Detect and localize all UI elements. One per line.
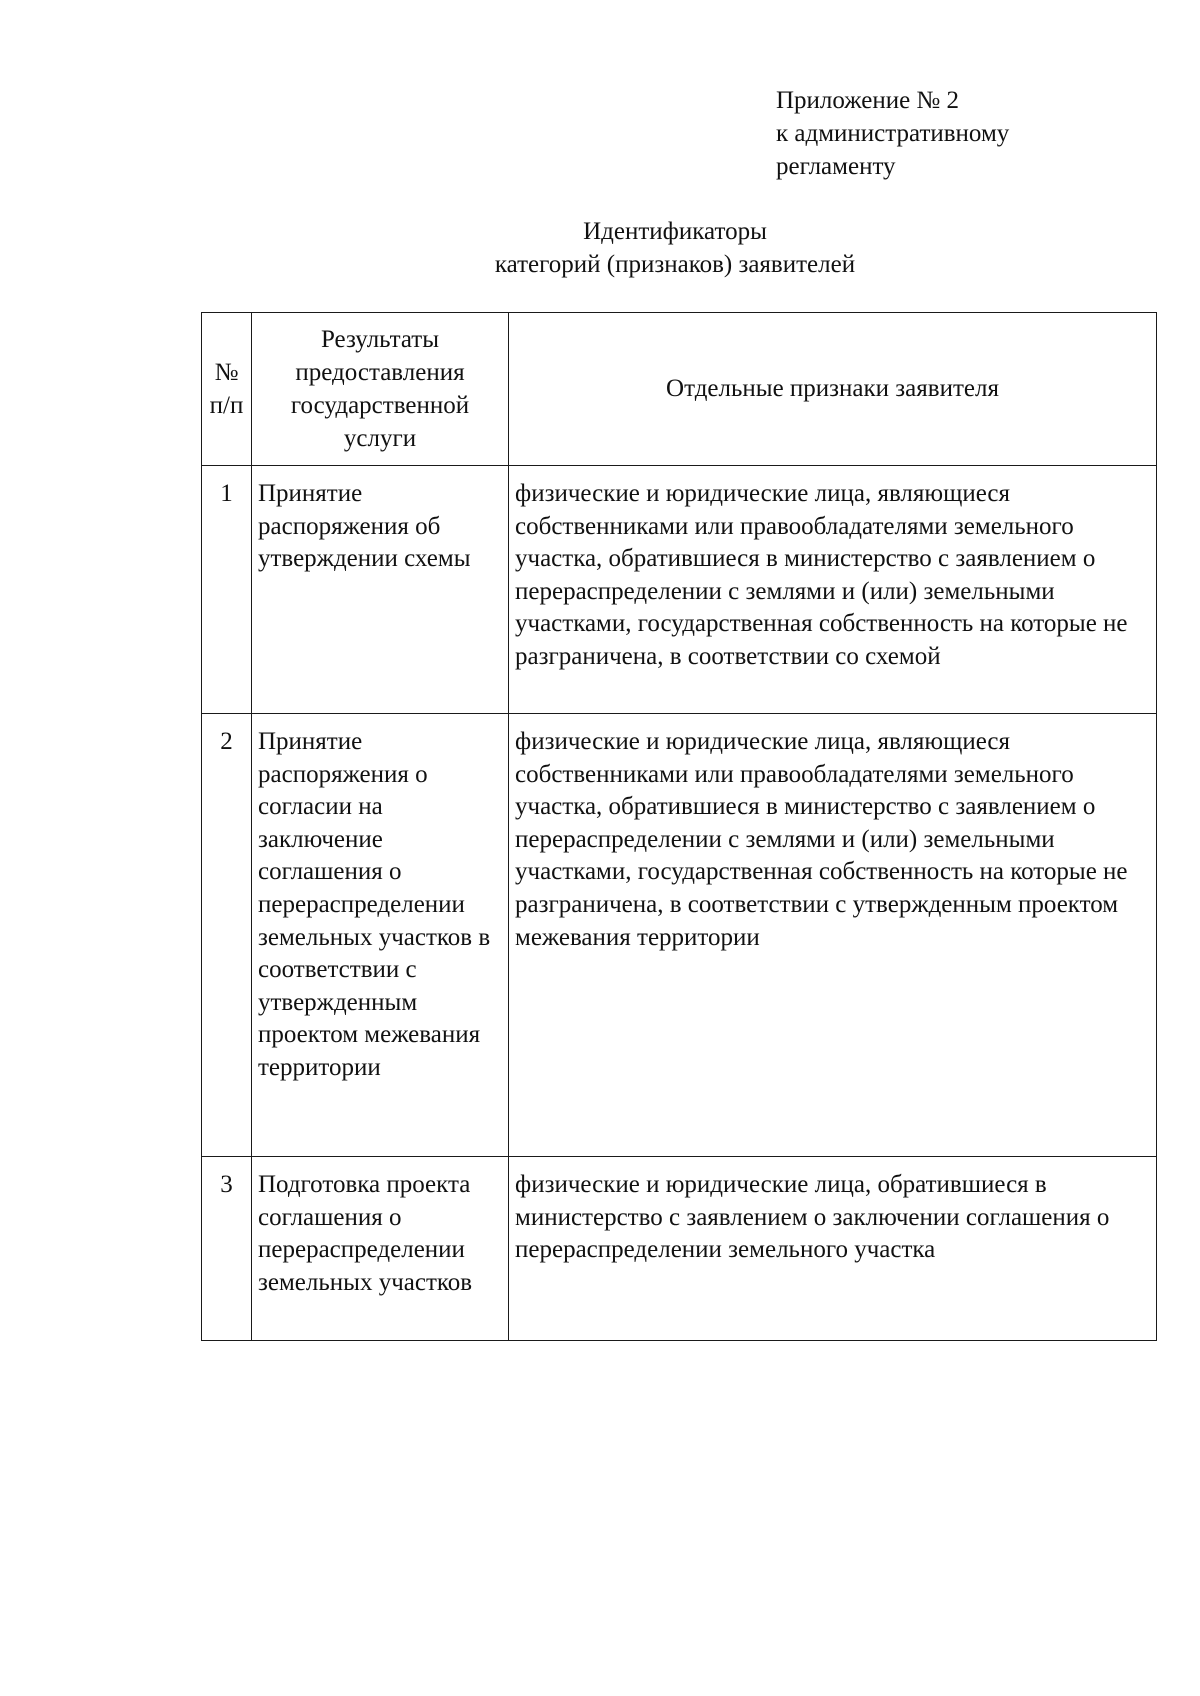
row-number: 3	[202, 1157, 252, 1341]
annex-number: Приложение № 2	[776, 87, 960, 114]
header-results: Результаты предоставления государственной услуги	[252, 313, 509, 466]
header-number-symbol: №	[214, 359, 239, 386]
annex-target-line: к административному	[776, 120, 1010, 147]
title-line: Идентификаторы	[583, 218, 767, 245]
row-signs: физические и юридические лица, являющиеся собственниками или правообладателями земельного участка, обратившиеся в министерство с заявлением о перераспределении с землями и (или) земельными участками, государственная собственность на которые не разграничена, в соответствии с утвержденным проектом межевания территории	[509, 714, 1157, 1157]
applicant-category-table	[201, 312, 1157, 1341]
row-signs: физические и юридические лица, обратившиеся в министерство с заявлением о заключении соглашения о перераспределении земельного участка	[509, 1157, 1157, 1341]
row-number: 1	[202, 466, 252, 714]
table-row	[202, 466, 1157, 714]
document-title	[0, 215, 1200, 281]
row-number: 2	[202, 714, 252, 1157]
header-number-abbr: п/п	[209, 392, 244, 419]
header-number	[202, 313, 252, 466]
row-result: Принятие распоряжения о согласии на заключение соглашения о перераспределении земельных участков в соответствии с утвержденным проектом межевания территории	[252, 714, 509, 1157]
table-header-row	[202, 313, 1157, 466]
table-row	[202, 714, 1157, 1157]
title-line: категорий (признаков) заявителей	[494, 251, 856, 278]
annex-target-line: регламенту	[776, 153, 896, 180]
table-row	[202, 1157, 1157, 1341]
header-signs: Отдельные признаки заявителя	[509, 313, 1157, 466]
row-result: Принятие распоряжения об утверждении схемы	[252, 466, 509, 714]
annex-reference	[776, 84, 1106, 183]
row-result: Подготовка проекта соглашения о перераспределении земельных участков	[252, 1157, 509, 1341]
row-signs: физические и юридические лица, являющиеся собственниками или правообладателями земельного участка, обратившиеся в министерство с заявлением о перераспределении с землями и (или) земельными участками, государственная собственность на которые не разграничена, в соответствии со схемой	[509, 466, 1157, 714]
